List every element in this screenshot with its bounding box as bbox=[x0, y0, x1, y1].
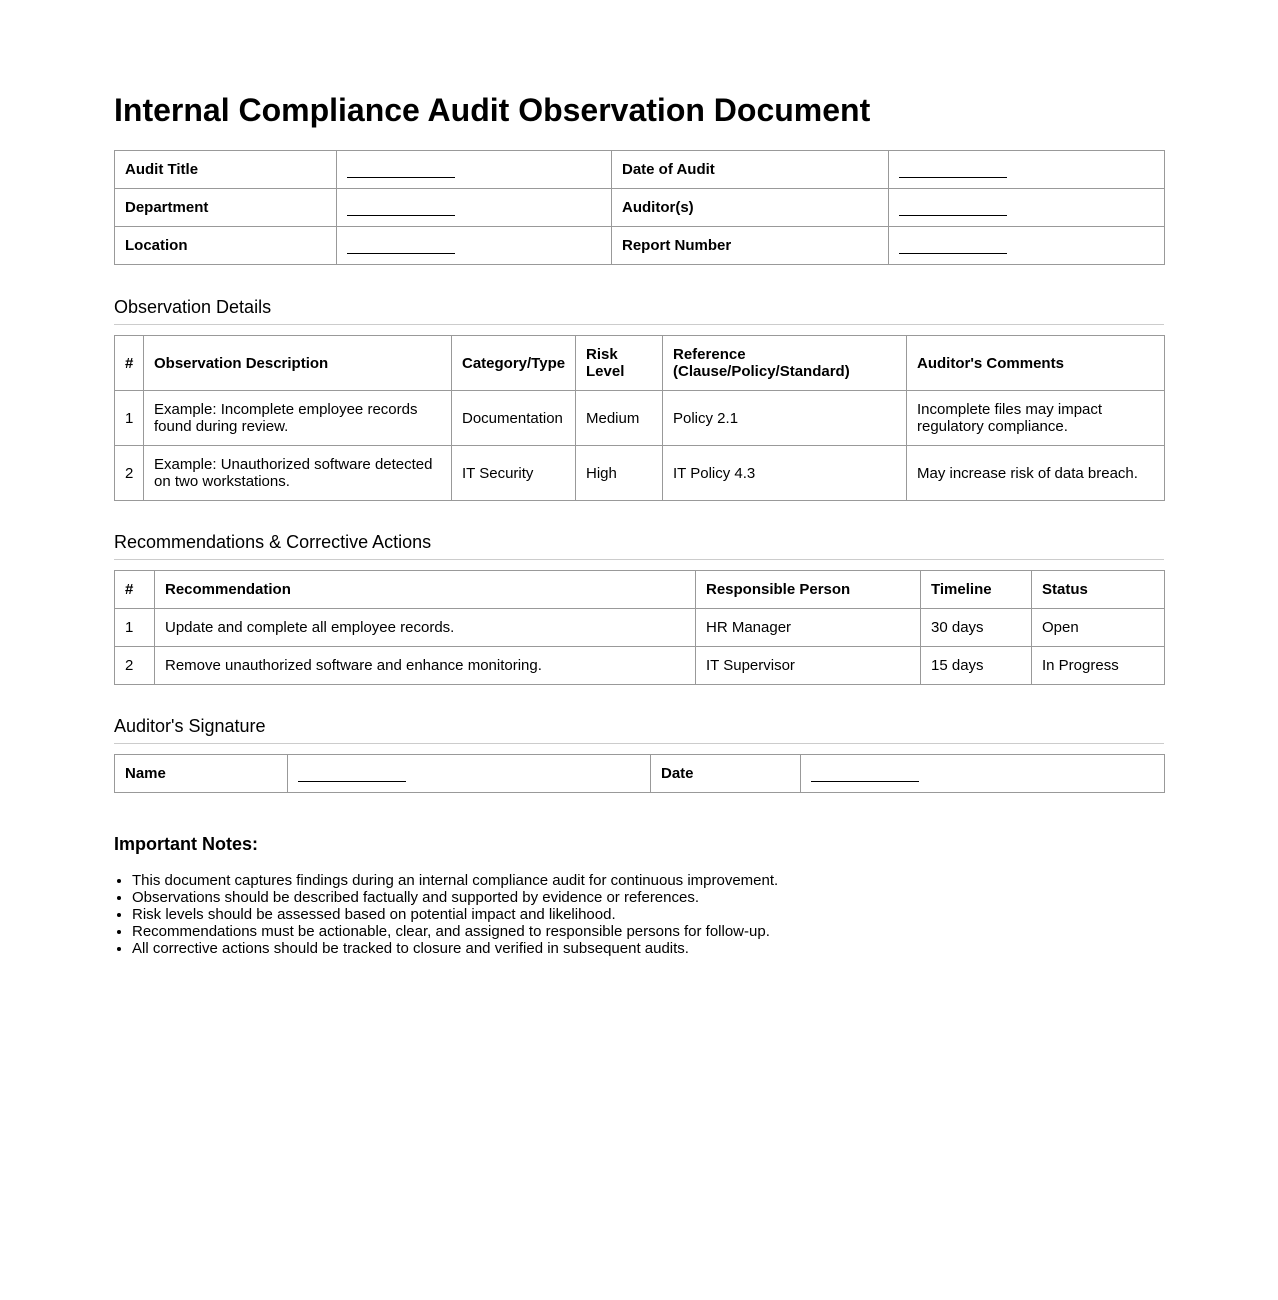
table-header-row bbox=[115, 571, 1165, 609]
column-header: Status bbox=[1032, 571, 1165, 609]
date-label: Date bbox=[651, 755, 801, 793]
column-header: Auditor's Comments bbox=[907, 336, 1165, 391]
auditors-label: Auditor(s) bbox=[612, 189, 889, 227]
comments-cell: Incomplete files may impact regulatory compliance. bbox=[907, 391, 1165, 446]
audit-title-field[interactable] bbox=[337, 151, 612, 189]
table-row bbox=[115, 391, 1165, 446]
status-cell: In Progress bbox=[1032, 647, 1165, 685]
list-item: • All corrective actions should be tracked to closure and verified in subsequent audits. bbox=[132, 940, 1164, 957]
blank-line bbox=[347, 237, 455, 254]
info-row bbox=[115, 189, 1165, 227]
info-row bbox=[115, 151, 1165, 189]
audit-title-label: Audit Title bbox=[115, 151, 337, 189]
observation-description: Example: Incomplete employee records found during review. bbox=[144, 391, 452, 446]
column-header: Reference (Clause/Policy/Standard) bbox=[663, 336, 907, 391]
timeline-cell: 30 days bbox=[921, 609, 1032, 647]
category-cell: Documentation bbox=[452, 391, 576, 446]
blank-line bbox=[899, 161, 1007, 178]
recommendation-cell: Remove unauthorized software and enhance monitoring. bbox=[155, 647, 696, 685]
responsible-person-cell: IT Supervisor bbox=[696, 647, 921, 685]
list-item: • Risk levels should be assessed based on potential impact and likelihood. bbox=[132, 906, 1164, 923]
table-row bbox=[115, 609, 1165, 647]
blank-line bbox=[347, 161, 455, 178]
notes-list bbox=[114, 872, 1164, 957]
column-header: Responsible Person bbox=[696, 571, 921, 609]
row-number: 1 bbox=[115, 609, 155, 647]
column-header: Category/Type bbox=[452, 336, 576, 391]
auditor-signature-title: Auditor's Signature bbox=[114, 715, 1164, 744]
row-number: 2 bbox=[115, 647, 155, 685]
auditors-field[interactable] bbox=[889, 189, 1165, 227]
date-field[interactable] bbox=[801, 755, 1165, 793]
column-header: Observation Description bbox=[144, 336, 452, 391]
column-header: # bbox=[115, 571, 155, 609]
blank-line bbox=[347, 199, 455, 216]
recommendations-table bbox=[114, 570, 1165, 685]
status-cell: Open bbox=[1032, 609, 1165, 647]
department-field[interactable] bbox=[337, 189, 612, 227]
list-item: • Recommendations must be actionable, clear, and assigned to responsible persons for follow-up. bbox=[132, 923, 1164, 940]
timeline-cell: 15 days bbox=[921, 647, 1032, 685]
list-item: • Observations should be described factually and supported by evidence or references. bbox=[132, 889, 1164, 906]
name-field[interactable] bbox=[288, 755, 651, 793]
blank-line bbox=[298, 765, 406, 782]
column-header: Recommendation bbox=[155, 571, 696, 609]
observation-details-title: Observation Details bbox=[114, 296, 1164, 325]
report-number-field[interactable] bbox=[889, 227, 1165, 265]
name-label: Name bbox=[115, 755, 288, 793]
date-of-audit-label: Date of Audit bbox=[612, 151, 889, 189]
reference-cell: IT Policy 4.3 bbox=[663, 446, 907, 501]
row-number: 1 bbox=[115, 391, 144, 446]
table-row bbox=[115, 647, 1165, 685]
recommendations-title: Recommendations & Corrective Actions bbox=[114, 531, 1164, 560]
date-of-audit-field[interactable] bbox=[889, 151, 1165, 189]
page-title: Internal Compliance Audit Observation Document bbox=[114, 92, 871, 128]
comments-cell: May increase risk of data breach. bbox=[907, 446, 1165, 501]
list-item: • This document captures findings during an internal compliance audit for continuous improvement. bbox=[132, 872, 1164, 889]
table-header-row bbox=[115, 336, 1165, 391]
location-field[interactable] bbox=[337, 227, 612, 265]
responsible-person-cell: HR Manager bbox=[696, 609, 921, 647]
recommendation-cell: Update and complete all employee records. bbox=[155, 609, 696, 647]
audit-info-table bbox=[114, 150, 1165, 265]
table-row bbox=[115, 446, 1165, 501]
risk-level-cell: High bbox=[576, 446, 663, 501]
location-label: Location bbox=[115, 227, 337, 265]
blank-line bbox=[899, 237, 1007, 254]
observations-table bbox=[114, 335, 1165, 501]
report-number-label: Report Number bbox=[612, 227, 889, 265]
blank-line bbox=[899, 199, 1007, 216]
column-header: Timeline bbox=[921, 571, 1032, 609]
signature-row bbox=[115, 755, 1165, 793]
category-cell: IT Security bbox=[452, 446, 576, 501]
blank-line bbox=[811, 765, 919, 782]
row-number: 2 bbox=[115, 446, 144, 501]
department-label: Department bbox=[115, 189, 337, 227]
risk-level-cell: Medium bbox=[576, 391, 663, 446]
signature-table bbox=[114, 754, 1165, 793]
column-header: # bbox=[115, 336, 144, 391]
important-notes-title: Important Notes: bbox=[114, 834, 258, 854]
observation-description: Example: Unauthorized software detected on two workstations. bbox=[144, 446, 452, 501]
info-row bbox=[115, 227, 1165, 265]
reference-cell: Policy 2.1 bbox=[663, 391, 907, 446]
column-header: Risk Level bbox=[576, 336, 663, 391]
